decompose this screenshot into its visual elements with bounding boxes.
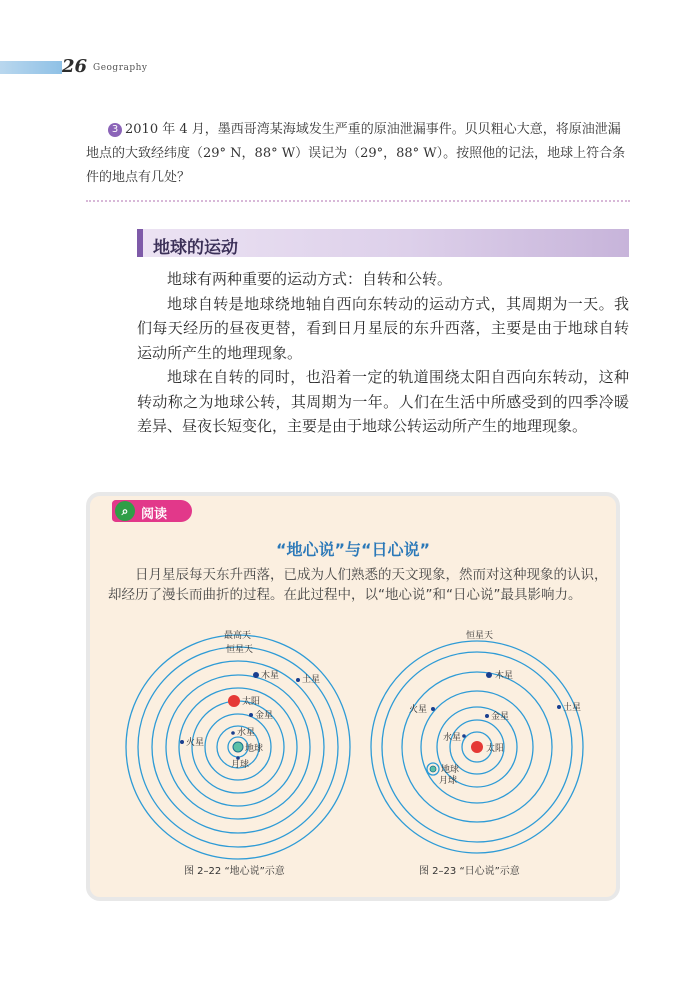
header-accent-bar xyxy=(0,61,62,74)
label-stars: 恒星天 xyxy=(226,645,254,655)
jupiter-marker xyxy=(253,672,259,678)
magnifier-icon: ⌕ xyxy=(115,501,135,521)
question-text: 2010 年 4 月，墨西哥湾某海域发生严重的原油泄漏事件。贝贝粗心大意，将原油泄漏地点的大致经纬度（29° N，88° W）误记为（29°，88° W）。按照他的记法，地球上符合条件的地点有几处？ xyxy=(86,122,626,185)
label-moon: 月球 xyxy=(439,776,458,786)
label-jupiter: 木星 xyxy=(261,671,280,681)
earth-marker xyxy=(430,766,436,772)
jupiter-marker xyxy=(486,672,492,678)
label-moon: 月球 xyxy=(231,760,250,770)
page-number: 26 xyxy=(62,56,88,77)
section-banner-accent xyxy=(137,229,143,257)
label-venus: 金星 xyxy=(255,711,274,721)
label-mercury: 水星 xyxy=(443,733,462,743)
label-mars: 火星 xyxy=(409,705,428,715)
label-jupiter: 木星 xyxy=(495,671,514,681)
venus-marker xyxy=(249,713,253,717)
section-title: 地球的运动 xyxy=(153,238,238,258)
mars-marker xyxy=(431,707,435,711)
saturn-marker xyxy=(296,678,300,682)
label-saturn: 土星 xyxy=(563,703,582,713)
mercury-marker xyxy=(462,734,466,738)
label-venus: 金星 xyxy=(491,712,510,722)
paragraph: 地球在自转的同时，也沿着一定的轨道围绕太阳自西向东转动，这种转动称之为地球公转，其周期为一年。人们在生活中所感受到的四季冷暖差异、昼夜长短变化，主要是由于地球公转运动所产生的地理现象。 xyxy=(137,368,629,435)
label-sun: 太阳 xyxy=(486,744,505,754)
sun-marker xyxy=(471,741,483,753)
heliocentric-diagram xyxy=(363,625,603,875)
earth-marker xyxy=(233,742,243,752)
label-mercury: 水星 xyxy=(237,728,256,738)
label-earth: 地球 xyxy=(245,744,264,754)
section-body xyxy=(137,267,629,439)
dotted-divider xyxy=(86,200,630,202)
reading-tag xyxy=(112,500,192,522)
exercise-question xyxy=(86,118,630,190)
label-stars: 恒星天 xyxy=(466,631,494,641)
heliocentric-caption: 图 2–23 “日心说”示意 xyxy=(419,866,520,877)
paragraph: 地球有两种重要的运动方式：自转和公转。 xyxy=(167,270,453,288)
label-earth: 地球 xyxy=(441,765,460,775)
mercury-marker xyxy=(231,731,235,735)
mars-marker xyxy=(180,740,184,744)
reading-title: “地心说”与“日心说” xyxy=(275,540,431,559)
label-sun: 太阳 xyxy=(242,697,261,707)
running-head: Geography xyxy=(93,63,148,73)
label-outermost: 最高天 xyxy=(224,631,252,641)
saturn-marker xyxy=(557,705,561,709)
reading-paragraph: 日月星辰每天东升西落，已成为人们熟悉的天文现象，然而对这种现象的认识，却经历了漫长而曲折的过程。在此过程中，以“地心说”和“日心说”最具影响力。 xyxy=(108,567,608,603)
sun-marker xyxy=(228,695,240,707)
question-number-badge: 3 xyxy=(108,123,122,137)
geocentric-caption: 图 2–22 “地心说”示意 xyxy=(184,866,285,877)
geocentric-diagram xyxy=(118,625,358,875)
label-mars: 火星 xyxy=(186,738,205,748)
label-saturn: 土星 xyxy=(302,675,321,685)
section-banner xyxy=(137,229,629,257)
paragraph: 地球自转是地球绕地轴自西向东转动的运动方式，其周期为一天。我们每天经历的昼夜更替，看到日月星辰的东升西落，主要是由于地球自转运动所产生的地理现象。 xyxy=(137,294,629,362)
reading-tag-label: 阅读 xyxy=(141,507,168,522)
reading-text xyxy=(108,565,612,605)
venus-marker xyxy=(485,714,489,718)
